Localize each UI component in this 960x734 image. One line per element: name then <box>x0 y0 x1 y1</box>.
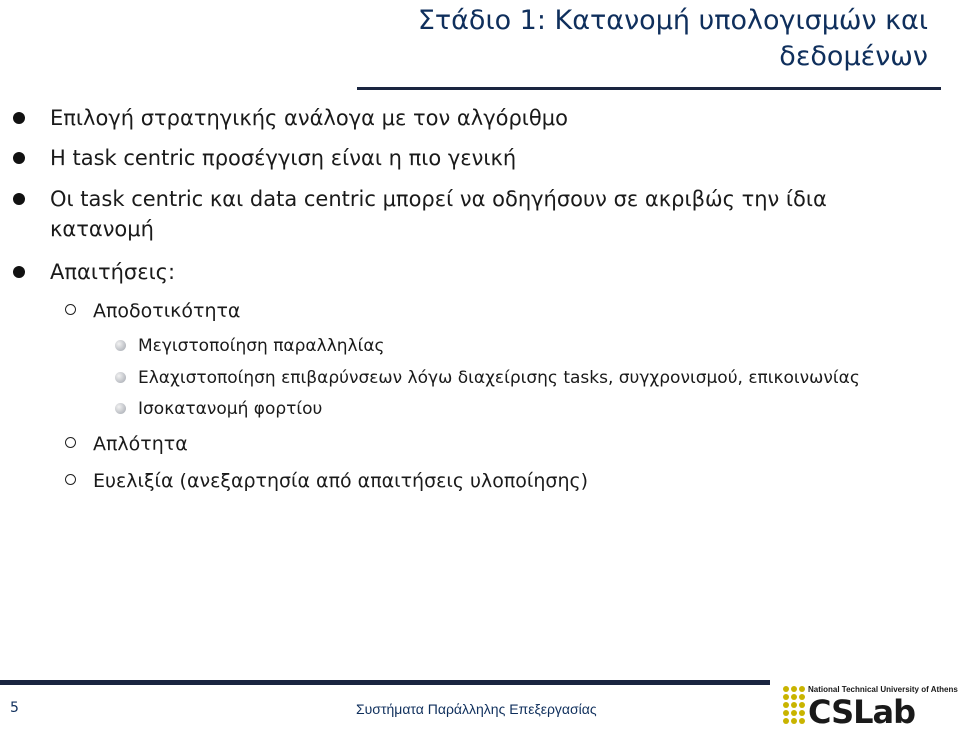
requirement-item <box>93 297 240 325</box>
course-title: Συστήματα Παράλληλης Επεξεργασίας <box>356 701 597 717</box>
bullet-item <box>50 257 930 287</box>
requirement-text: Αποδοτικότητα <box>93 300 241 322</box>
bullet-dot-icon <box>13 193 25 205</box>
bullet-item <box>50 143 930 173</box>
logo-university-text: National Technical University of Athens <box>808 685 958 694</box>
hollow-circle-icon <box>65 474 76 485</box>
efficiency-item <box>138 334 385 358</box>
efficiency-item <box>138 366 860 390</box>
bullet-dot-icon <box>13 152 25 164</box>
requirement-item <box>93 467 588 495</box>
page-number: 5 <box>10 700 19 716</box>
hollow-circle-icon <box>65 304 76 315</box>
title-divider <box>357 87 941 90</box>
efficiency-text: Μεγιστοποίηση παραλληλίας <box>138 336 385 356</box>
efficiency-item <box>138 397 322 421</box>
gray-dot-icon <box>115 340 126 351</box>
requirement-item <box>93 430 188 458</box>
bullet-text: Απαιτήσεις: <box>50 260 176 284</box>
efficiency-text: Ισοκατανομή φορτίου <box>138 399 323 419</box>
gray-dot-icon <box>115 372 126 383</box>
bullet-text: Επιλογή στρατηγικής ανάλογα με τον αλγόριθμο <box>50 106 568 130</box>
bullet-item <box>50 184 900 244</box>
bullet-dot-icon <box>13 112 25 124</box>
logo-dots-icon <box>782 685 808 729</box>
efficiency-text: Ελαχιστοποίηση επιβαρύνσεων λόγω διαχείρισης tasks, συγχρονισμού, επικοινωνίας <box>138 368 860 388</box>
bullet-item <box>50 103 930 133</box>
logo-wordmark: CSLab <box>808 693 916 731</box>
gray-dot-icon <box>115 403 126 414</box>
bullet-text: Οι task centric και data centric μπορεί να οδηγήσουν σε ακριβώς την ίδια κατανομή <box>50 187 827 241</box>
slide-title: Στάδιο 1: Κατανομή υπολογισμών και δεδομένων <box>417 5 928 72</box>
requirement-text: Απλότητα <box>93 433 188 455</box>
hollow-circle-icon <box>65 437 76 448</box>
bullet-dot-icon <box>13 266 25 278</box>
footer-divider <box>0 680 770 685</box>
requirement-text: Ευελιξία (ανεξαρτησία από απαιτήσεις υλοποίησης) <box>93 470 589 492</box>
bullet-text: Η task centric προσέγγιση είναι η πιο γενική <box>50 146 517 170</box>
cslab-logo <box>782 683 958 731</box>
